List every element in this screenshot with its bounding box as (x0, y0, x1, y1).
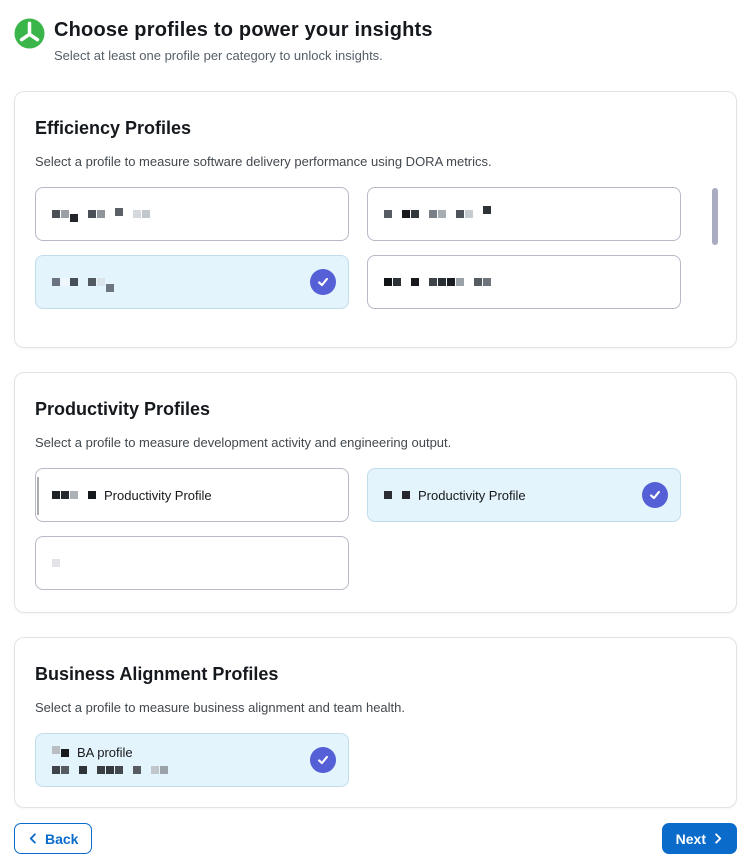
profile-option-label: BA profile (77, 745, 133, 760)
profile-option-label: Productivity Profile (104, 487, 212, 503)
efficiency-profiles-card (14, 91, 737, 348)
productivity-profile-option-2-selected[interactable] (367, 468, 681, 522)
productivity-profile-option-3[interactable] (35, 536, 349, 590)
chevron-left-icon (28, 833, 39, 844)
redacted-profile-name-prefix (384, 490, 411, 500)
business-alignment-profiles-card (14, 637, 737, 808)
productivity-card-description: Select a profile to measure development activity and engineering output. (35, 435, 452, 450)
ba-profile-option-selected[interactable] (35, 733, 349, 787)
next-button-label: Next (675, 830, 706, 847)
efficiency-profile-option-3-selected[interactable] (35, 255, 349, 309)
page-title: Choose profiles to power your insights (54, 19, 433, 41)
redacted-profile-name (384, 209, 492, 219)
efficiency-options-grid (35, 187, 716, 309)
wizard-footer (14, 823, 737, 854)
redacted-profile-name (52, 558, 61, 568)
redacted-profile-subtext (52, 765, 169, 775)
selected-check-icon (642, 482, 668, 508)
efficiency-card-description: Select a profile to measure software delivery performance using DORA metrics. (35, 154, 492, 169)
redaction-artifact (37, 477, 39, 515)
redacted-profile-name-prefix (52, 748, 70, 758)
efficiency-card-title: Efficiency Profiles (35, 118, 192, 138)
chevron-right-icon (712, 833, 723, 844)
productivity-options-grid (35, 468, 716, 590)
page-header (0, 0, 751, 65)
business-card-title: Business Alignment Profiles (35, 664, 279, 684)
next-button[interactable] (662, 823, 737, 854)
redacted-profile-name-prefix (52, 490, 97, 500)
efficiency-profile-option-1[interactable] (35, 187, 349, 241)
options-scrollbar-thumb[interactable] (712, 188, 718, 245)
redacted-profile-name (52, 277, 115, 287)
efficiency-profile-option-4[interactable] (367, 255, 681, 309)
efficiency-profile-option-2[interactable] (367, 187, 681, 241)
productivity-profile-option-1[interactable] (35, 468, 349, 522)
productivity-profiles-card (14, 372, 737, 613)
back-button-label: Back (45, 830, 79, 847)
business-card-description: Select a profile to measure business alignment and team health. (35, 700, 405, 715)
app-logo-pinwheel-icon (14, 18, 45, 49)
page-subtitle: Select at least one profile per category to unlock insights. (54, 48, 383, 63)
redacted-profile-name (384, 277, 492, 287)
profile-option-label: Productivity Profile (418, 487, 526, 503)
productivity-card-title: Productivity Profiles (35, 399, 211, 419)
selected-check-icon (310, 747, 336, 773)
back-button[interactable] (14, 823, 92, 854)
redacted-profile-name (52, 209, 151, 219)
business-options-grid (35, 733, 716, 787)
selected-check-icon (310, 269, 336, 295)
